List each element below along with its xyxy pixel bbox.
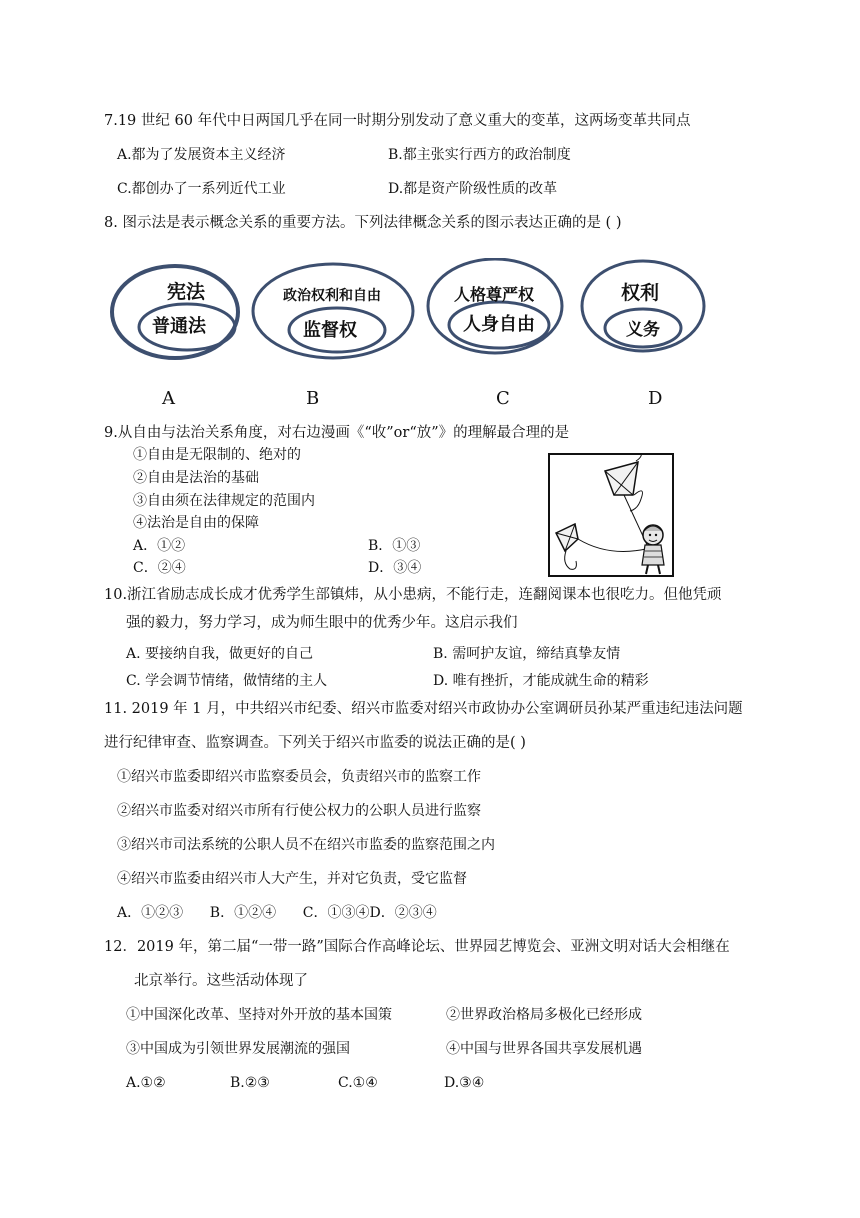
diagram-d-outer-text: 权利 <box>620 282 660 304</box>
q8-stem: 8. 图示法是表示概念关系的重要方法。下列法律概念关系的图示表达正确的是 ( ) <box>104 215 622 231</box>
q10-stem-line1: 10.浙江省励志成长成才优秀学生部镇炜，从小患病，不能行走，连翻阅课本也很吃力。但他凭顽 <box>104 587 722 603</box>
diagram-c-label: C <box>496 388 510 409</box>
q9-statement-3: ③自由须在法律规定的范围内 <box>133 493 315 509</box>
q12-option-d: D.③④ <box>444 1075 485 1091</box>
q9-option-d: D．③④ <box>368 560 422 576</box>
diagram-d-label: D <box>648 388 663 409</box>
q12-option-a: A.①② <box>126 1075 166 1091</box>
q9-option-c: C．②④ <box>133 560 186 576</box>
q11-stem-line1: 11. 2019 年 1 月，中共绍兴市纪委、绍兴市监委对绍兴市政协办公室调研员孙某严重违纪违法问题 <box>104 701 743 717</box>
diagram-b-outer-text: 政治权利和自由 <box>283 288 381 304</box>
q7-option-c: C.都创办了一系列近代工业 <box>117 181 286 197</box>
q11-statement-1: ①绍兴市监委即绍兴市监察委员会，负责绍兴市的监察工作 <box>117 769 481 785</box>
q7-stem: 7.19 世纪 60 年代中日两国几乎在同一时期分别发动了意义重大的变革，这两场变革共同点 <box>104 113 691 129</box>
q12-option-b: B.②③ <box>230 1075 270 1091</box>
diagram-a-outer-text: 宪法 <box>166 281 206 303</box>
q12-statement-1: ①中国深化改革、坚持对外开放的基本国策 <box>126 1007 392 1023</box>
q11-stem-line2: 进行纪律审查、监察调查。下列关于绍兴市监委的说法正确的是( ) <box>104 735 526 751</box>
q12-statement-3: ③中国成为引领世界发展潮流的强国 <box>126 1041 350 1057</box>
q9-statement-1: ①自由是无限制的、绝对的 <box>133 447 301 463</box>
q10-option-d: D. 唯有挫折，才能成就生命的精彩 <box>433 673 649 689</box>
diagram-a-label: A <box>162 388 175 409</box>
diagram-d-inner-text: 义务 <box>626 320 660 340</box>
diagram-b-inner-text: 监督权 <box>303 320 357 341</box>
q11-statement-2: ②绍兴市监委对绍兴市所有行使公权力的公职人员进行监察 <box>117 803 481 819</box>
q11-statement-4: ④绍兴市监委由绍兴市人大产生，并对它负责，受它监督 <box>117 871 467 887</box>
q11-options: A．①②③ B．①②④ C．①③④D．②③④ <box>117 905 437 921</box>
q11-statement-3: ③绍兴市司法系统的公职人员不在绍兴市监委的监察范围之内 <box>117 837 495 853</box>
q12-stem-line1: 12．2019 年，第二届“一带一路”国际合作高峰论坛、世界园艺博览会、亚洲文明对话大会相继在 <box>104 939 730 955</box>
q7-option-a: A.都为了发展资本主义经济 <box>117 147 286 163</box>
q9-statement-4: ④法治是自由的保障 <box>133 515 259 531</box>
q9-statement-2: ②自由是法治的基础 <box>133 470 259 486</box>
diagram-c-outer-ellipse <box>428 259 562 353</box>
boy-body <box>642 545 664 565</box>
diagram-c-inner-text: 人身自由 <box>463 314 535 335</box>
diagram-a-inner-text: 普通法 <box>152 316 206 337</box>
q9-stem: 9.从自由与法治关系角度，对右边漫画《“收”or“放”》的理解最合理的是 <box>104 425 570 441</box>
kite-cartoon-image <box>548 453 674 577</box>
q12-statement-2: ②世界政治格局多极化已经形成 <box>446 1007 642 1023</box>
q10-stem-line2: 强的毅力，努力学习，成为师生眼中的优秀少年。这启示我们 <box>126 615 518 631</box>
q9-option-a: A．①② <box>133 538 186 554</box>
diagram-b-outer-ellipse <box>253 264 413 358</box>
q10-option-b: B. 需呵护友谊，缔结真挚友情 <box>433 646 621 662</box>
diagram-b-label: B <box>306 388 320 409</box>
q10-option-c: C. 学会调节情绪，做情绪的主人 <box>126 673 328 689</box>
q12-stem-line2: 北京举行。这些活动体现了 <box>134 973 308 989</box>
q10-option-a: A. 要接纳自我，做更好的自己 <box>126 646 314 662</box>
q8-concept-diagrams <box>0 258 860 378</box>
q12-option-c: C.①④ <box>338 1075 378 1091</box>
q7-option-b: B.都主张实行西方的政治制度 <box>388 147 571 163</box>
q9-option-b: B．①③ <box>368 538 421 554</box>
diagram-c-outer-text: 人格尊严权 <box>453 285 535 304</box>
q7-option-d: D.都是资产阶级性质的改革 <box>388 181 558 197</box>
q12-statement-4: ④中国与世界各国共享发展机遇 <box>446 1041 642 1057</box>
